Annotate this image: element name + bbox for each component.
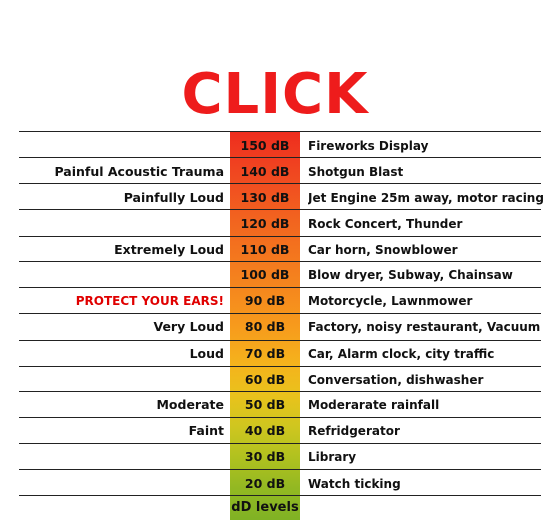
sound-source-label: Fireworks Display <box>308 139 429 153</box>
loudness-category-label: Loud <box>189 346 224 361</box>
chart-title: CLICK <box>181 62 369 127</box>
sound-source-label: Jet Engine 25m away, motor racing <box>308 191 544 205</box>
sound-source-label: Shotgun Blast <box>308 165 404 179</box>
sound-source-label: Watch ticking <box>308 477 401 491</box>
db-level-label: 60 dB <box>244 372 286 387</box>
sound-source-label: Conversation, dishwasher <box>308 373 484 387</box>
db-level-label: 90 dB <box>244 293 286 308</box>
loudness-category-label: Extremely Loud <box>114 242 224 257</box>
loudness-category-label: Painful Acoustic Trauma <box>54 164 224 179</box>
loudness-category-label: PROTECT YOUR EARS! <box>75 294 224 308</box>
sound-source-label: Refridgerator <box>308 424 400 438</box>
scale-footer-label: dD levels <box>231 500 299 515</box>
sound-source-label: Rock Concert, Thunder <box>308 217 463 231</box>
sound-source-label: Car, Alarm clock, city traffic <box>308 347 495 361</box>
sound-source-label: Moderarate rainfall <box>308 398 440 412</box>
loudness-category-label: Very Loud <box>153 319 224 334</box>
sound-source-label: Factory, noisy restaurant, Vacuum <box>308 320 541 334</box>
sound-source-label: Blow dryer, Subway, Chainsaw <box>308 268 513 282</box>
db-level-label: 150 dB <box>240 138 290 153</box>
sound-source-label: Library <box>308 450 357 464</box>
sound-source-label: Car horn, Snowblower <box>308 243 458 257</box>
loudness-category-label: Moderate <box>156 397 224 412</box>
db-level-label: 140 dB <box>240 164 290 179</box>
db-level-label: 70 dB <box>244 346 286 361</box>
db-level-label: 110 dB <box>240 242 290 257</box>
db-level-label: 100 dB <box>240 267 290 282</box>
sound-source-label: Motorcycle, Lawnmower <box>308 294 473 308</box>
db-level-label: 130 dB <box>240 190 290 205</box>
row-divider <box>19 131 541 132</box>
loudness-category-label: Faint <box>188 423 224 438</box>
db-level-label: 80 dB <box>244 319 286 334</box>
loudness-category-label: Painfully Loud <box>123 190 224 205</box>
db-level-label: 50 dB <box>244 397 286 412</box>
db-level-label: 20 dB <box>244 476 286 491</box>
db-level-label: 30 dB <box>244 449 286 464</box>
db-level-label: 120 dB <box>240 216 290 231</box>
db-level-label: 40 dB <box>244 423 286 438</box>
